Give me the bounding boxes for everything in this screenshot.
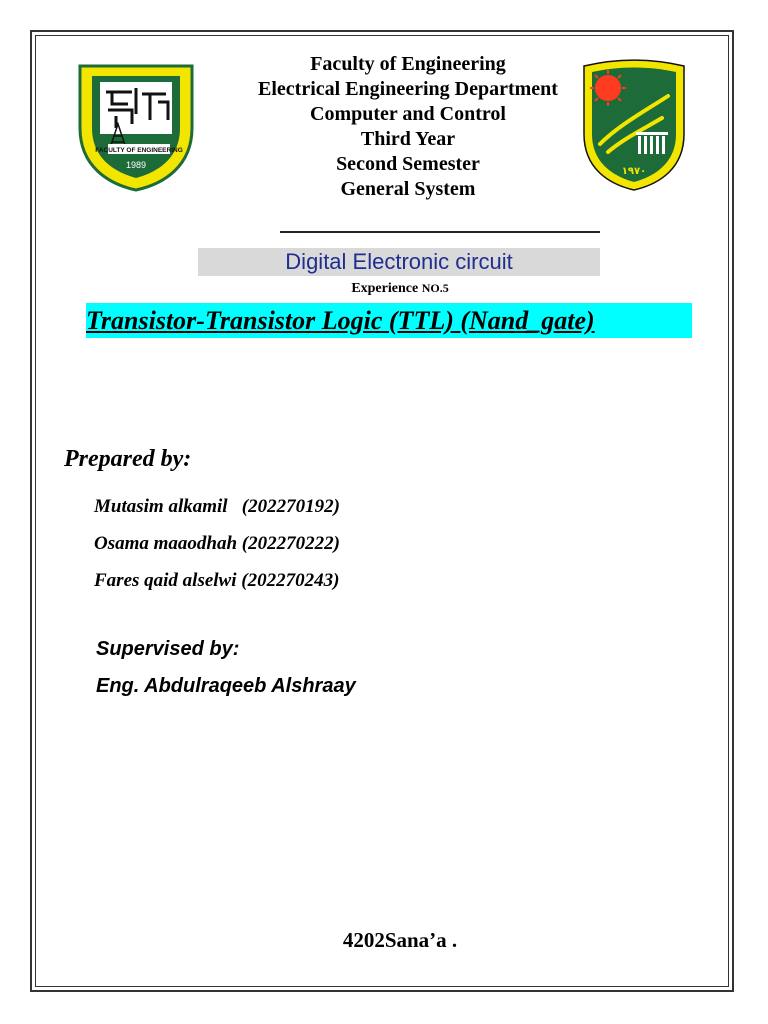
institution-header xyxy=(200,52,616,202)
student-item: Osama maaodhah (202270222) xyxy=(94,533,340,554)
student-item: Fares qaid alselwi (202270243) xyxy=(94,570,340,591)
report-title: Transistor-Transistor Logic (TTL) (Nand_gate) xyxy=(86,303,692,338)
supervised-by-label: Supervised by: xyxy=(96,638,240,660)
faculty-logo xyxy=(72,58,200,192)
program-name: Computer and Control xyxy=(310,103,506,125)
footer-location-year: 4202Sana’a . xyxy=(342,928,458,952)
year-level: Third Year xyxy=(360,128,456,150)
student-item: Mutasim alkamil (202270192) xyxy=(94,496,340,517)
faculty-logo-year: 1989 xyxy=(125,160,147,170)
experience-label xyxy=(200,281,600,297)
faculty-name: Faculty of Engineering xyxy=(310,53,506,75)
course-title: Digital Electronic circuit xyxy=(198,248,600,276)
semester: Second Semester xyxy=(336,153,480,175)
department-name: Electrical Engineering Department xyxy=(258,78,558,100)
university-logo-year: ١٩٧٠ xyxy=(621,166,647,177)
header-divider xyxy=(280,231,600,233)
prepared-by-label: Prepared by: xyxy=(64,446,192,472)
student-list xyxy=(94,488,340,599)
system-type: General System xyxy=(340,178,476,200)
faculty-logo-text: FACULTY OF ENGINEERING xyxy=(95,147,183,154)
supervisor-name: Eng. Abdulraqeeb Alshraay xyxy=(96,675,356,697)
experience-number: NO.5 xyxy=(421,281,449,295)
experience-text: Experience xyxy=(351,281,422,296)
